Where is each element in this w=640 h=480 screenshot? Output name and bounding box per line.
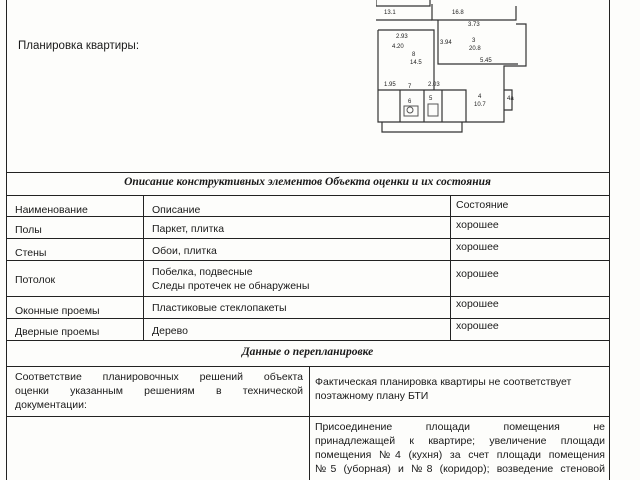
row-state: хорошее <box>456 320 499 332</box>
plan-label: 16.8 <box>452 10 464 16</box>
row-description: Пластиковые стеклопакеты <box>152 302 287 314</box>
header-description: Описание <box>152 204 201 216</box>
replanning-question-line: оценки указанным решениям в технической <box>15 385 303 397</box>
plan-label: 14.5 <box>410 60 422 66</box>
plan-label: 4.20 <box>392 44 404 50</box>
row-state: хорошее <box>456 241 499 253</box>
replanning-question-line: Соответствие планировочных решений объекта <box>15 371 303 383</box>
plan-label: 5 <box>429 96 433 102</box>
replanning-detail-line: №5 (уборная) и №8 (коридор); возведение стеновой <box>315 463 605 475</box>
row-description: Обои, плитка <box>152 245 217 257</box>
row-description: Побелка, подвесные <box>152 266 253 278</box>
row-state: хорошее <box>456 298 499 310</box>
divider <box>6 340 609 341</box>
plan-label-heading: Планировка квартиры: <box>18 40 140 52</box>
plan-label: 7 <box>408 84 412 90</box>
row-name: Оконные проемы <box>15 305 100 317</box>
row-name: Дверные проемы <box>15 326 100 338</box>
replanning-answer-line: поэтажному плану БТИ <box>315 390 429 402</box>
plan-label: 4 <box>478 94 482 100</box>
divider <box>6 296 609 297</box>
column-divider <box>309 366 310 480</box>
replanning-section-title: Данные о перепланировке <box>241 346 374 358</box>
plan-label: 3.94 <box>440 40 452 46</box>
column-divider <box>143 195 144 340</box>
row-state: хорошее <box>456 219 499 231</box>
plan-label: 13.1 <box>384 10 396 16</box>
divider <box>6 318 609 319</box>
replanning-detail-line: помещения №4 (кухня) за счет площади помещения <box>315 449 605 461</box>
floor-plan <box>376 0 546 134</box>
row-description: Паркет, плитка <box>152 223 225 235</box>
plan-label: 2.93 <box>396 34 408 40</box>
header-name: Наименование <box>15 204 88 216</box>
header-state: Состояние <box>456 199 509 211</box>
elements-section-title: Описание конструктивных элементов Объекта оценки и их состояния <box>124 176 491 188</box>
row-name: Стены <box>15 247 47 259</box>
divider <box>6 195 609 196</box>
plan-label: 1.95 <box>384 82 396 88</box>
divider <box>6 260 609 261</box>
column-divider <box>450 195 451 340</box>
row-description: Следы протечек не обнаружены <box>152 280 310 292</box>
plan-label: 3.73 <box>468 22 480 28</box>
plan-label: 5.45 <box>480 58 492 64</box>
replanning-detail-line: принадлежащей к квартире; увеличение площади <box>315 435 605 447</box>
plan-label: 20.8 <box>469 46 481 52</box>
divider <box>6 238 609 239</box>
plan-label: 2.03 <box>428 82 440 88</box>
replanning-answer-line: Фактическая планировка квартиры не соответствует <box>315 376 572 388</box>
plan-label: 4а <box>507 96 514 102</box>
plan-label: 3 <box>472 38 476 44</box>
divider <box>6 416 609 417</box>
divider <box>6 172 609 173</box>
plan-label: 10.7 <box>474 102 486 108</box>
plan-label: 8 <box>412 52 416 58</box>
replanning-detail-line: Присоединение площади помещения не <box>315 421 605 433</box>
row-name: Потолок <box>15 274 56 286</box>
row-description: Дерево <box>152 325 188 337</box>
plan-label: 6 <box>408 99 412 105</box>
row-state: хорошее <box>456 268 499 280</box>
divider <box>6 216 609 217</box>
divider <box>6 366 609 367</box>
replanning-question-line: документации: <box>15 399 87 411</box>
row-name: Полы <box>15 224 42 236</box>
